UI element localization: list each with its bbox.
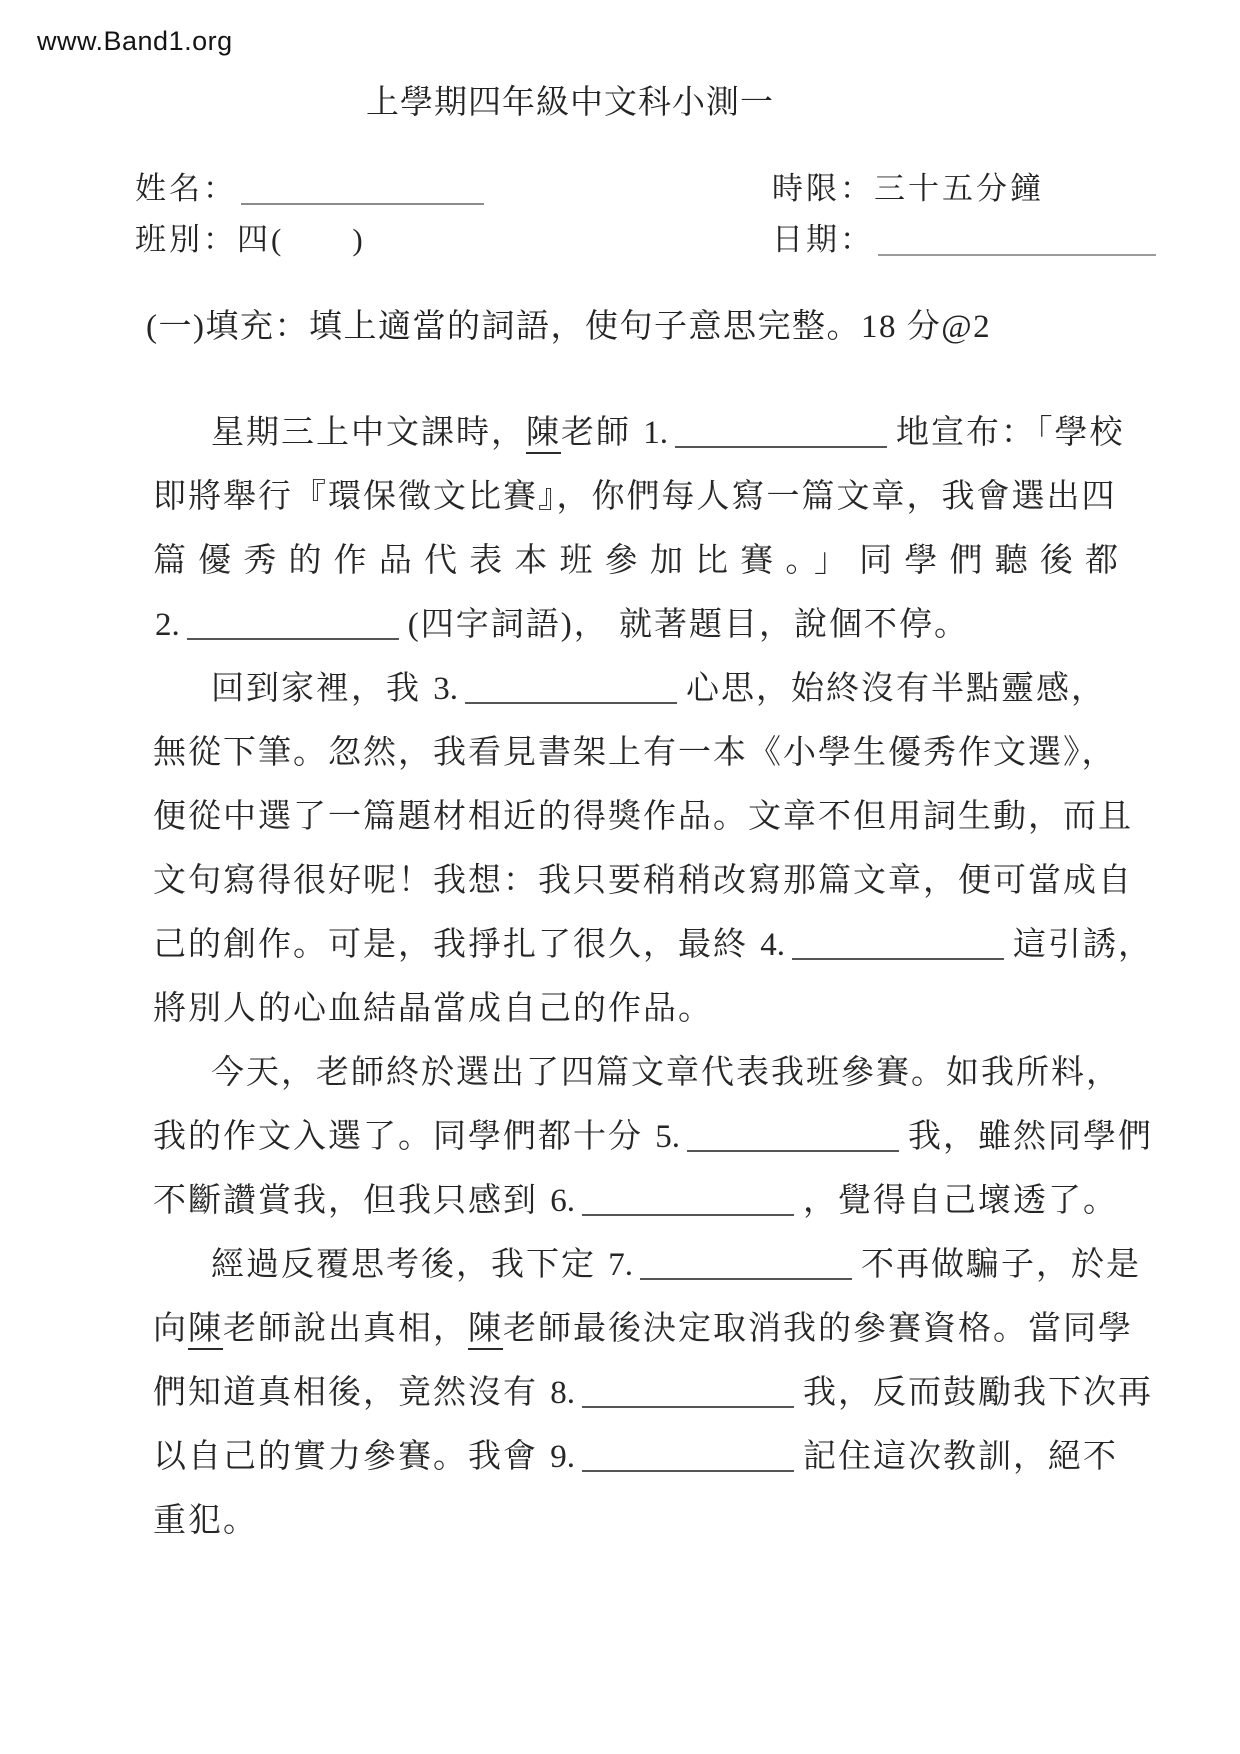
line-text: ，覺得自己壞透了。 xyxy=(803,1183,1118,1219)
line-text: 這引誘， xyxy=(1013,927,1153,963)
class-field-row xyxy=(135,214,366,259)
question-number: 1. xyxy=(643,415,668,451)
line-text: 老師說出真相， xyxy=(223,1311,468,1347)
time-limit-value: 三十五分鐘 xyxy=(874,171,1044,206)
line-text: 即將舉行『環保徵文比賽』，你們每人寫一篇文章，我會選出四 xyxy=(153,479,1117,515)
passage-body xyxy=(153,401,1153,1553)
text-line xyxy=(153,1297,1133,1361)
question-number: 7. xyxy=(608,1247,633,1283)
answer-blank-9[interactable] xyxy=(582,1440,794,1472)
text-line xyxy=(153,721,1120,785)
line-text: 以自己的實力參賽。我會 xyxy=(153,1439,549,1475)
question-number: 8. xyxy=(550,1375,575,1411)
line-text: 地宣布：「學校 xyxy=(896,415,1125,451)
text-line xyxy=(153,1041,1120,1105)
date-input-line[interactable] xyxy=(878,228,1156,256)
line-text: 心思，始終沒有半點靈感， xyxy=(686,671,1106,707)
text-line xyxy=(153,529,1120,593)
line-text: 己的創作。可是，我掙扎了很久，最終 xyxy=(153,927,759,963)
line-text: 們知道真相後，竟然沒有 xyxy=(153,1375,549,1411)
question-number: 4. xyxy=(760,927,785,963)
line-text: 我，雖然同學們 xyxy=(908,1119,1153,1155)
answer-blank-1[interactable] xyxy=(675,416,887,448)
class-value: 四( ) xyxy=(237,222,366,257)
time-limit-row xyxy=(772,163,1044,208)
name-input-line[interactable] xyxy=(241,177,484,205)
proper-noun-underline: 陳 xyxy=(468,1311,503,1350)
line-text: 經過反覆思考後，我下定 xyxy=(211,1247,607,1283)
question-number: 9. xyxy=(550,1439,575,1475)
text-line xyxy=(153,1425,1120,1489)
line-text: 重犯。 xyxy=(153,1503,258,1539)
date-field-row xyxy=(772,214,1156,259)
line-text: 將別人的心血結晶當成自己的作品。 xyxy=(153,991,713,1027)
answer-blank-4[interactable] xyxy=(792,928,1004,960)
class-label: 班別： xyxy=(135,222,237,257)
text-line xyxy=(153,1105,1153,1169)
question-number: 3. xyxy=(433,671,458,707)
site-url: www.Band1.org xyxy=(37,26,233,56)
question-number: 5. xyxy=(655,1119,680,1155)
proper-noun-underline: 陳 xyxy=(526,415,561,454)
line-text: 無從下筆。忽然，我看見書架上有一本《小學生優秀作文選》， xyxy=(153,735,1117,771)
text-line xyxy=(153,977,1120,1041)
answer-blank-6[interactable] xyxy=(582,1184,794,1216)
text-line xyxy=(153,1169,1120,1233)
time-limit-label: 時限： xyxy=(772,171,874,206)
text-line xyxy=(153,1233,1141,1297)
name-field-row xyxy=(135,163,484,208)
question-number: 6. xyxy=(550,1183,575,1219)
line-text: 文句寫得很好呢！我想：我只要稍稍改寫那篇文章，便可當成自 xyxy=(153,863,1133,899)
answer-blank-8[interactable] xyxy=(582,1376,794,1408)
line-text: 今天，老師終於選出了四篇文章代表我班參賽。如我所料， xyxy=(211,1055,1121,1091)
text-line xyxy=(153,849,1133,913)
text-line xyxy=(153,401,1125,465)
answer-blank-2[interactable] xyxy=(187,608,399,640)
exam-title: 上學期四年級中文科小測一 xyxy=(366,85,774,121)
date-label: 日期： xyxy=(772,222,874,257)
line-text: 我，反而鼓勵我下次再 xyxy=(803,1375,1153,1411)
line-text: 不再做騙子，於是 xyxy=(861,1247,1141,1283)
line-text: 便從中選了一篇題材相近的得獎作品。文章不但用詞生動，而且 xyxy=(153,799,1133,835)
text-line xyxy=(153,657,1120,721)
section-heading: (一)填充：填上適當的詞語，使句子意思完整。18 分@2 xyxy=(146,309,992,345)
proper-noun-underline: 陳 xyxy=(188,1311,223,1350)
answer-blank-3[interactable] xyxy=(465,672,677,704)
line-text: 回到家裡，我 xyxy=(211,671,432,707)
line-text: 不斷讚賞我，但我只感到 xyxy=(153,1183,549,1219)
line-text: 篇優秀的作品代表本班參加比賽。」同學們聽後都 xyxy=(153,543,1120,579)
line-text: 記住這次教訓，絕不 xyxy=(803,1439,1118,1475)
text-line xyxy=(153,913,1153,977)
line-text: 向 xyxy=(153,1311,188,1347)
line-text: 老師最後決定取消我的參賽資格。當同學 xyxy=(503,1311,1133,1347)
text-line xyxy=(153,785,1133,849)
line-text: (四字詞語)， 就著題目，說個不停。 xyxy=(407,607,969,643)
answer-blank-5[interactable] xyxy=(687,1120,899,1152)
text-line xyxy=(153,1361,1153,1425)
line-text: 老師 xyxy=(561,415,642,451)
text-line xyxy=(153,1489,1120,1553)
name-label: 姓名： xyxy=(135,171,237,206)
text-line xyxy=(153,465,1120,529)
question-number: 2. xyxy=(155,607,180,643)
answer-blank-7[interactable] xyxy=(640,1248,852,1280)
line-text: 我的作文入選了。同學們都十分 xyxy=(153,1119,654,1155)
line-text: 星期三上中文課時， xyxy=(211,415,526,451)
text-line xyxy=(153,593,1120,657)
